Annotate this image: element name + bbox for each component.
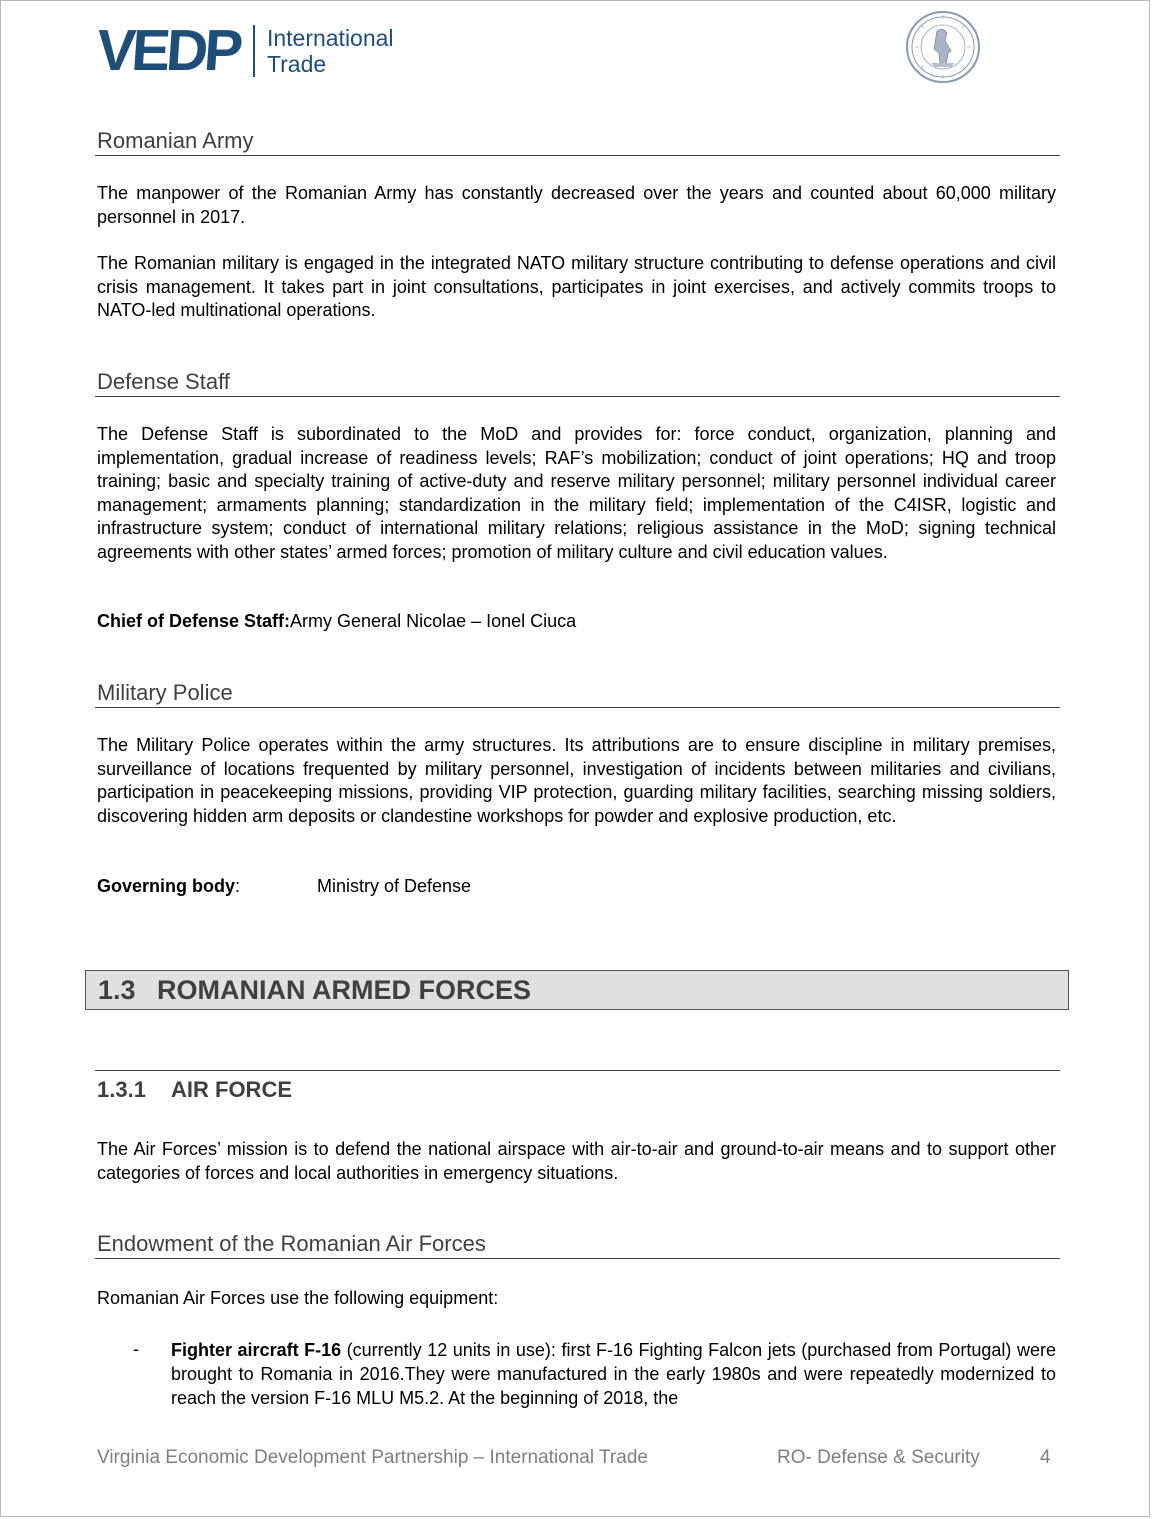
governing-body-colon: : — [235, 876, 241, 896]
logo-sub-line2: Trade — [266, 51, 327, 77]
romanian-army-heading: Romanian Army — [95, 127, 1060, 156]
section-number: 1.3 — [98, 975, 136, 1005]
logo-subtitle — [267, 25, 394, 77]
bullet-f16-text: (currently 12 units in use): first F-16 Fighting Falcon jets (purchased from Portugal) were brought to Romania in 2016.They were manufactured in the early 1980s and were repeatedly modernized to reach the version F-16 MLU M5.2. At the beginning of 2018, the — [171, 1340, 1056, 1408]
vedp-logo — [94, 18, 394, 83]
footer-left: Virginia Economic Development Partnership – International Trade — [97, 1447, 648, 1468]
footer-center: RO- Defense & Security — [777, 1447, 980, 1468]
defense-staff-heading: Defense Staff — [95, 368, 1060, 397]
logo-sub-line1: International — [266, 25, 394, 51]
bullet-f16 — [171, 1338, 1056, 1410]
military-police-paragraph: The Military Police operates within the army structures. Its attributions are to ensure discipline in military premises, surveillance of locations frequented by military personnel, investigation of incidents between militaries and civilians, participation in peacekeeping missions, providing VIP protection, guarding military facilities, searching missing soldiers, discovering hidden arm deposits or clandestine workshops for powder and explosive production, etc. — [97, 735, 1056, 826]
chief-of-defense-staff — [97, 610, 576, 633]
section-heading-armed-forces — [85, 970, 1069, 1010]
governing-body-label: Governing body — [97, 876, 236, 896]
section-title: ROMANIAN ARMED FORCES — [157, 975, 531, 1005]
page-number: 4 — [1040, 1447, 1051, 1468]
governing-body-value: Ministry of Defense — [317, 876, 472, 896]
endowment-intro: Romanian Air Forces use the following equipment: — [97, 1288, 499, 1308]
bullet-f16-bold: Fighter aircraft F-16 — [171, 1340, 342, 1360]
endowment-heading: Endowment of the Romanian Air Forces — [95, 1230, 1060, 1259]
governing-body — [97, 875, 240, 898]
logo-mark: VEDP — [94, 18, 242, 83]
virginia-seal-icon — [903, 9, 983, 85]
subsection-title: AIR FORCE — [171, 1077, 292, 1102]
subsection-heading-air-force — [95, 1070, 1060, 1106]
subsection-number: 1.3.1 — [97, 1077, 146, 1102]
logo-divider — [253, 25, 255, 77]
military-police-heading: Military Police — [95, 679, 1060, 708]
bullet-dash: - — [133, 1339, 139, 1359]
defense-staff-paragraph: The Defense Staff is subordinated to the MoD and provides for: force conduct, organization, planning and implementation, gradual increase of readiness levels; RAF’s mobilization; conduct of joint operations; HQ and troop training; basic and specialty training of active-duty and reserve military personnel; military personnel individual career management; armaments planning; standardization in the military field; implementation of the C4ISR, logistic and infrastructure system; conduct of international military relations; religious assistance in the MoD; signing technical agreements with other states’ armed forces; promotion of military culture and civil education values. — [97, 424, 1056, 562]
chief-value: Army General Nicolae – Ionel Ciuca — [290, 611, 577, 631]
air-force-paragraph: The Air Forces’ mission is to defend the national airspace with air-to-air and ground-to-air means and to support other categories of forces and local authorities in emergency situations. — [97, 1139, 1056, 1183]
romanian-army-paragraph-1: The manpower of the Romanian Army has constantly decreased over the years and counted about 60,000 military personnel in 2017. — [97, 183, 1056, 227]
chief-label: Chief of Defense Staff: — [97, 611, 291, 631]
romanian-army-paragraph-2: The Romanian military is engaged in the integrated NATO military structure contributing to defense operations and civil crisis management. It takes part in joint consultations, participates in joint exercises, and actively commits troops to NATO-led multinational operations. — [97, 253, 1056, 320]
